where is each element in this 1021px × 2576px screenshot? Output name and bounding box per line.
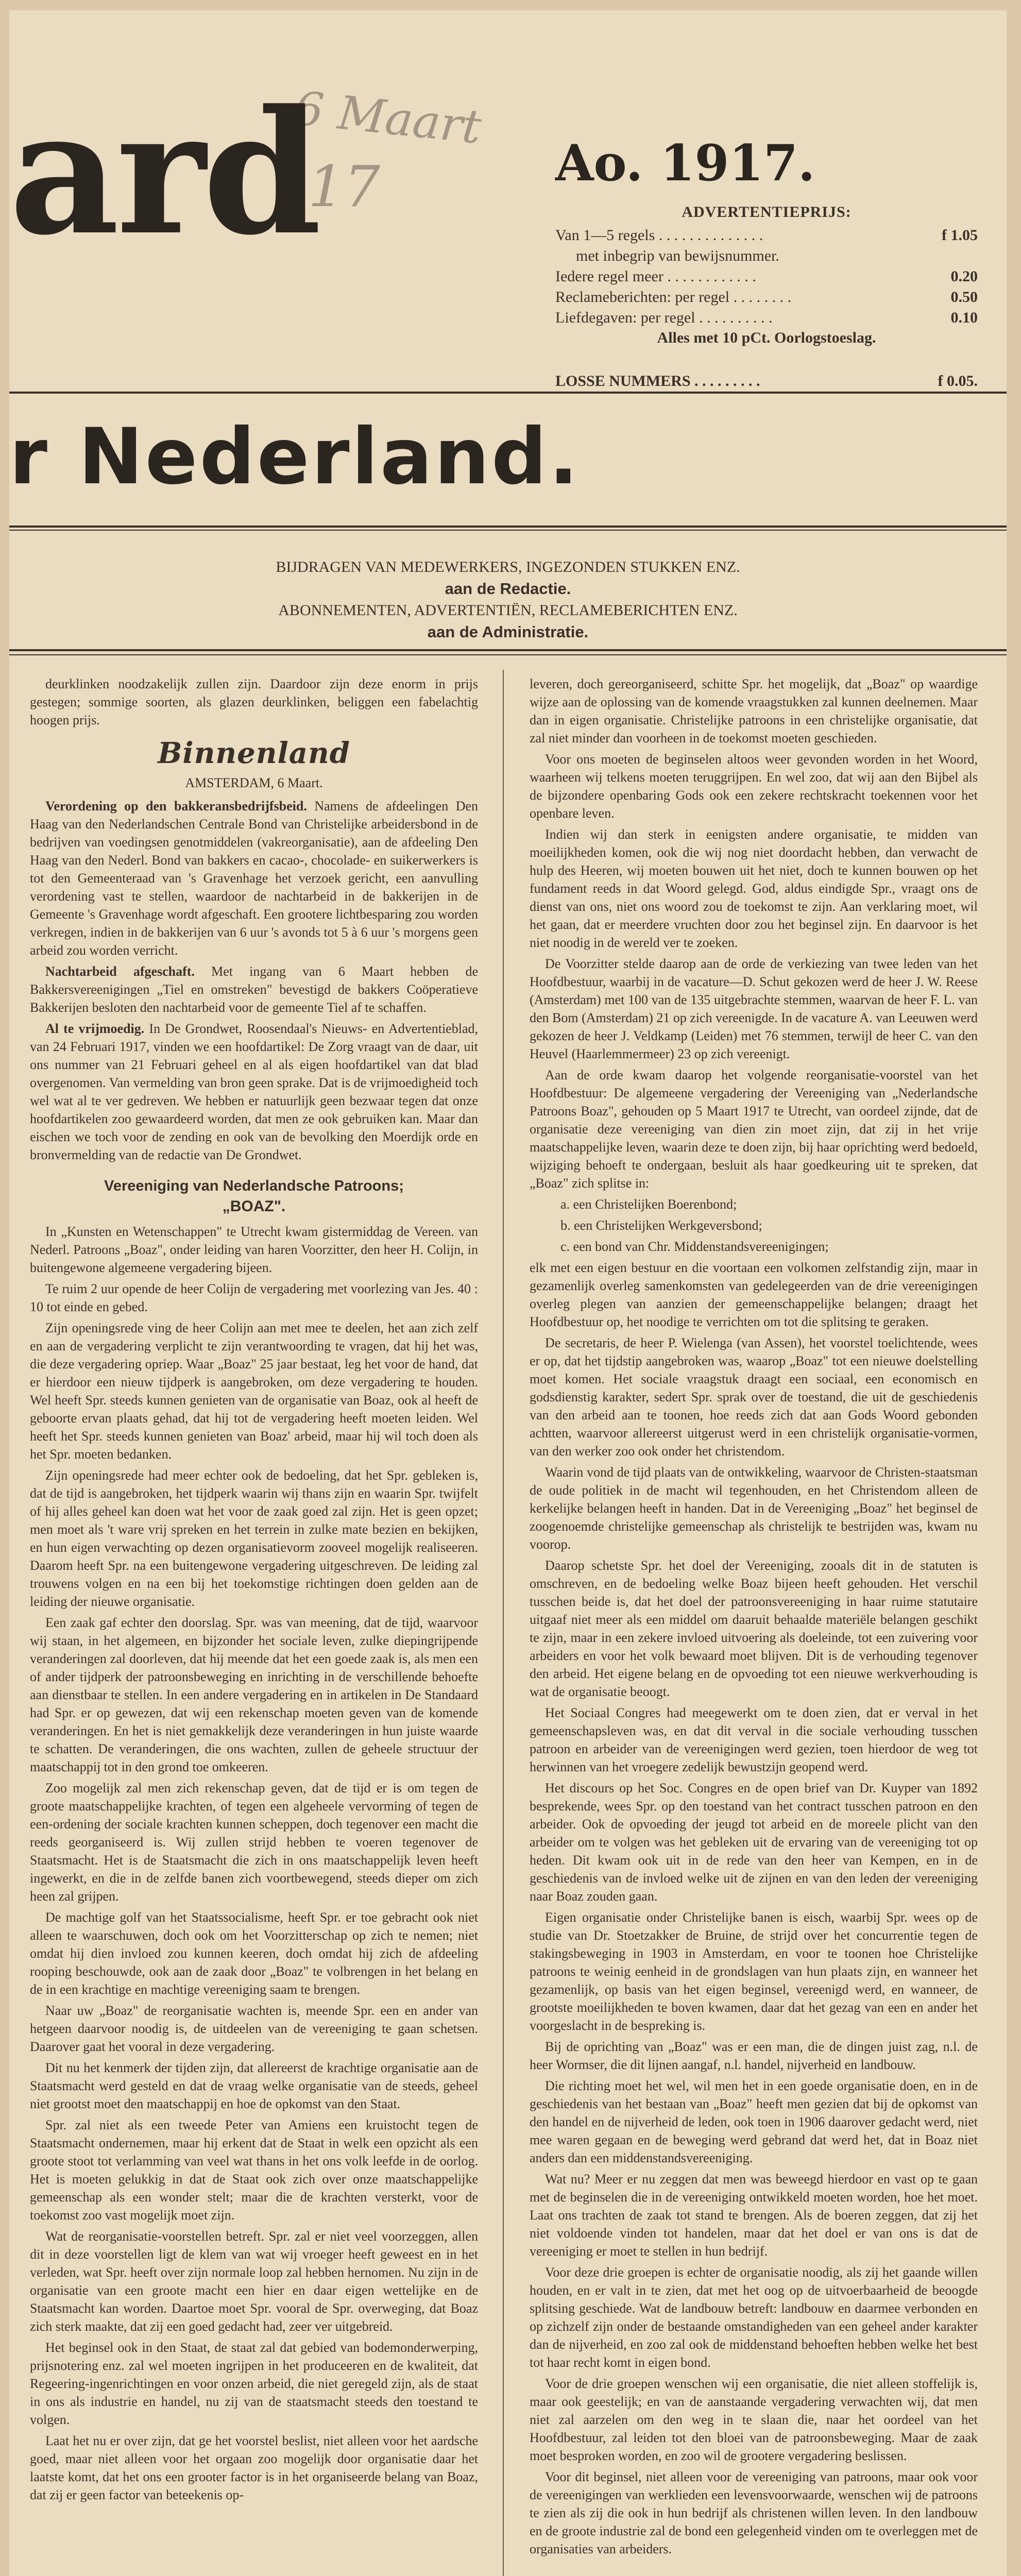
address-block: [9, 556, 1007, 643]
list-item: b. een Christelijken Werkgeversbond;: [560, 1218, 762, 1233]
paragraph: Eigen organisatie onder Christelijke banen is eisch, waarbij Spr. wees op de studie van Dr. Stoetzakker de Bruine, de strijd over het concurrentie tegen de stakingsbeweging in 1903 in Amsterdam, en voor te toonen hoe Christelijke patroons te weinig eenheid in de grondslagen van hun plaats zijn, en wanneer het gezamenlijk, op basis van het eigen beginsel, vereenigd werd, en wanneer, de grootste moeilijkheden te boven kwamen, daar dat het gezag van een en ander het voorgeslacht in de bespreking is.: [530, 1910, 978, 2033]
article-heading: Vereeniging van Nederlandsche Patroons;: [104, 1178, 404, 1194]
paragraph: Wat nu? Meer er nu zeggen dat men was beweegd hierdoor en vast op te gaan met de beginselen die in de vereeniging ontwikkeld moeten worden, hoe het moet. Laat ons trachten de zaak tot stand te brengen. Als de boeren zeggen, dat zij het niet voldoende vinden tot handelen, maar dat het doel er van ons is dat de vereeniging er moet te stellen in hun bedrijf.: [530, 2172, 978, 2259]
paragraph-body: In De Grondwet, Roosendaal's Nieuws- en Advertentieblad, van 24 Februari 1917, vinden we een hoofdartikel: De Zorg vraagt van de daar, uit ons nummer van 21 Februari geheel en al als eigen hoofdartikel van dat blad overgenomen. Van vermelding van bron geen sprake. Dat is de vrijmoedigheid toch wel wat al te ver gedreven. We hebben er natuurlijk geen bezwaar tegen dat onze hoofdartikelen zoo gewaardeerd worden, dat men ze ook gebruiken kan. Maar dan eischen we toch voor de zending en ook van de bevolking den Moerdijk orde en bronvermelding van de redactie van De Grondwet.: [30, 1021, 478, 1162]
masthead-title: ard: [9, 73, 319, 273]
rate-row: [555, 308, 978, 328]
paragraph: Waarin vond de tijd plaats van de ontwikkeling, waarvoor de Christen-staatsman de oude politiek in de macht wil tegenhouden, en het Christendom alleen de kerkelijke belangen heeft in handen. Dat in de Vereeniging „Boaz" het beginsel de zoogenoemde christelijke gemeenschap als christelijk te bestrijden was, kwam nu voorop.: [530, 1465, 978, 1552]
list-item: c. een bond van Chr. Middenstandsvereenigingen;: [560, 1239, 829, 1254]
paragraph: Spr. zal niet als een tweede Peter van Amiens een kruistocht tegen de Staatsmacht ondernemen, maar hij erkent dat de Staat in welk een opzicht als een groote stoot tot verlamming van veel wat thans in het ons volk leefde in de oorlog. Het is moeten gelukkig in dat de Staat ook zich over onze maatschappelijke gemeenschap als een wonder stelt; maar die de krachten versterkt, voor de toekomst zoo vast mogelijk moet zijn.: [30, 2117, 478, 2223]
paragraph: De machtige golf van het Staatssocialisme, heeft Spr. er toe gebracht ook niet alleen te waarschuwen, doch ook om het Voorzitterschap op zich te nemen; niet omdat hij dien invloed zou kunnen keeren, doch omdat hij zich de afdeeling rooping beschouwde, ook aan de zaak door „Boaz" te volbrengen in het belang en de in een krachtige en machtige vereeniging saam te brengen.: [30, 1910, 478, 1997]
paragraph: Zijn openingsrede ving de heer Colijn aan met mee te deelen, het aan zich zelf en aan de vergadering verplicht te zijn verantwoording te vragen, dat hij het was, die deze vergadering opriep. Waar „Boaz" 25 jaar bestaat, leg het voor de hand, dat er hierdoor een nieuw tijdperk is aangebroken, om deze vergadering te houden. Wel heeft Spr. steeds kunnen genieten van de organisatie van Boaz, ook al heeft de geboorte ervan plaats gehad, dat hij tot de vergadering heeft moeten leiden. Wel heeft het Spr. steeds kunnen genieten van Boaz' arbeid, maar hij wil toch doen als het Spr. moeten bedanken.: [30, 1320, 478, 1462]
paragraph: Een zaak gaf echter den doorslag. Spr. was van meening, dat de tijd, waarvoor wij staan, in het algemeen, en bijzonder het sociale leven, zulke diepingrijpende veranderingen zal doorleven, dat hij meende dat het een goede zaak is, als men een of ander tijdperk der patroonsbeweging en inrichting in de verschillende behoefte aan dienstbaar te stellen. In een andere vergadering en in artikelen in De Standaard had Spr. er op gewezen, dat wij een rekenschap moeten geven van de komende veranderingen. En het is niet gemakkelijk deze veranderingen in hun juiste waarde te schatten. De veranderingen, die ons wachten, zullen de geheele structuur der maatschappij tot in den grond toe omkeeren.: [30, 1615, 478, 1774]
paragraph: deurklinken noodzakelijk zullen zijn. Daardoor zijn deze enorm in prijs gestegen; sommige soorten, als glazen deurklinken, beliggen een fabelachtig hoogen prijs.: [30, 676, 478, 727]
rate-label: Van 1—5 regels . . . . . . . . . . . . . .: [555, 227, 763, 244]
split-list: [530, 1195, 978, 1256]
column-divider: [503, 670, 504, 2576]
paragraph: Indien wij dan sterk in eenigsten andere organisatie, te midden van moeilijkheden komen, ook die wij nog niet doordacht hebben, dan verwacht de hulp des Heeren, wij moeten bouwen uit het niet, doch te kunnen bouwen op het fundament reeds in dat Woord gelegd. God, aldus eindigde Spr., vraagt ons de dienst van ons, niet ons woord zou de toekomst te zijn. Aan verklaring moet, wil het gaan, dat er meerdere vruchten door zou het beginsel zijn. En daarvoor is het niet noodig in de wereld ver te zoeken.: [530, 827, 978, 950]
paragraph-head: Verordening op den bakkeransbedrijfsbeid.: [45, 799, 307, 814]
address-rule-thin: [9, 654, 1007, 655]
single-issue-price: [555, 372, 978, 390]
newspaper-clipping: [9, 10, 1007, 2576]
rate-value: 0.50: [950, 289, 978, 306]
paragraph: Voor deze drie groepen is echter de organisatie noodig, als zij het gaande willen houden, en er valt in te zien, dat met het oog op de uitvoerbaarheid de beoogde splitsing geschiede. Wat de landbouw betreft: landbouw en daarmee verbonden en op zichzelf zijn onder de bestaande omstandigheden van een geheel ander karakter dan de nijverheid, en zoo zal ook de middenstand behoeften hebben welke het best tot haar recht komt in eigen bond.: [530, 2265, 978, 2370]
rate-row: [555, 225, 978, 246]
paragraph: Voor ons moeten de beginselen altoos weer gevonden worden in het Woord, waarheen wij telkens moeten teruggrijpen. En wel zoo, dat wij aan den Bijbel als de bijzondere openbaring Gods ook een zekere rechtskracht toekennen voor het openbare leven.: [530, 752, 978, 821]
right-column: [530, 675, 978, 2561]
paragraph: [30, 962, 478, 1016]
rate-value: f 1.05: [942, 227, 978, 244]
paragraph: Het Sociaal Congres had meegewerkt om te doen zien, dat er verval in het gemeenschapsleven was, en dat dit verval in die sociale verhouding tusschen patroon en arbeider van de vereenigingen werd gezien, toen hierdoor de weg tot herwinnen van het vroegere zedelijk bewustzijn geopend werd.: [530, 1705, 978, 1774]
losse-label: LOSSE NUMMERS . . . . . . . . .: [555, 372, 760, 389]
rate-row: [555, 246, 978, 266]
svg-text:6 Maart: 6 Maart: [291, 81, 484, 155]
rate-label: Reclameberichten: per regel . . . . . . . .: [555, 289, 792, 306]
rate-row: [555, 287, 978, 308]
paragraph: Te ruim 2 uur opende de heer Colijn de vergadering met voorlezing van Jes. 40 : 10 tot einde en gebed.: [30, 1281, 478, 1314]
paragraph: Die richting moet het wel, wil men het in een goede organisatie doen, en in de geschiedenis van het bestaan van „Boaz" heeft men gezien dat bij de opkomst van den handel en de nijverheid de leden, ook toen in 1906 daarover gedacht werd, niet mee waren gegaan en de beweging werd gebrand dat werd het, dat in Boaz niet anders dan een middenstandsvereeniging.: [530, 2078, 978, 2165]
paragraph: [30, 1020, 478, 1164]
address-line: ABONNEMENTEN, ADVERTENTIËN, RECLAMEBERICHTEN ENZ.: [278, 602, 738, 619]
address-line: BIJDRAGEN VAN MEDEWERKERS, INGEZONDEN STUKKEN ENZ.: [276, 558, 740, 575]
paragraph: elk met een eigen bestuur en die voortaan een volkomen zelfstandig zijn, maar in gezamenlijk overleg samenkomsten van gedelegeerden van de drie vereenigingen overleg plegen van aanzien der gemeenschappelijke belangen; draagt het Hoofdbestuur op, het noodige te verrichten om tot die splitsing te geraken.: [530, 1260, 978, 1329]
section-title: Binnenland: [158, 736, 350, 770]
paragraph: Aan de orde kwam daarop het volgende reorganisatie-voorstel van het Hoofdbestuur: De algemeene vergadering der Vereeniging van „Nederlandsche Patroons Boaz", gehouden op 5 Maart 1917 te Utrecht, van oordeel zijnde, dat de organisatie deze vereeniging van dien zin moet zijn, dat zij in het vrije maatschappelijke leven, waarin deze te doen zijn, bij haar oprichting werd bedoeld, wijziging behoeft te ondergaan, besluit als haar goedkeuring uit te spreken, dat „Boaz" zich splitse in:: [530, 1067, 978, 1191]
paragraph-body: Namens de afdeelingen Den Haag van den Nederlandschen Centrale Bond van Christelijke arbeidersbond in de bedrijven van voedingsen genotmiddelen (vakreorganisatie), aan de afdeeling Den Haag van den Nederl. Bond van bakkers en cacao-, chocolade- en suikerwerkers is tot den Gemeenteraad van 's Gravenhage het verzoek gericht, een aanvulling verordening vast te stellen, waardoor de nachtarbeid in de bakkerijen in de Gemeente 's Gravenhage wordt afgeschaft. Een grootere lichtbesparing zou worden verkregen, indien in de bakkerijen van 6 uur 's avonds tot 5 à 6 uur 's morgens geen arbeid zou worden verricht.: [30, 799, 479, 958]
paragraph: Zoo mogelijk zal men zich rekenschap geven, dat de tijd er is om tegen de groote maatschappelijke krachten, of tegen een algeheele vervorming of tegen de een-ordening der sociale krachten kunnen scheppen, doch tegenover een macht die reeds georganiseerd is. Wij zullen strijd hebben te voeren tegenover de Staatsmacht. Het is de Staatsmacht die zich in ons maatschappelijk leven heeft ingewerkt, en die in de zelfde banen zich voortbewegend, steeds dieper om zich heen zal grijpen.: [30, 1781, 478, 1904]
rate-label: Liefdegaven: per regel . . . . . . . . . .: [555, 309, 773, 326]
paragraph: De Voorzitter stelde daarop aan de orde de verkiezing van twee leden van het Hoofdbestuur, waarbij in de vacature—D. Schut gekozen werd de heer J. W. Reese (Amsterdam) met 100 van de 135 uitgebrachte stemmen, waarvan de heer F. L. van den Bom (Amsterdam) 21 op zich vereenigde. In de vacature A. van Leeuwen werd gekozen de heer J. Veldkamp (Leiden) met 76 stemmen, terwijl de heer C. van den Heuvel (Haarlemmermeer) 23 op zich vereenigt.: [530, 956, 978, 1061]
rates-note: Alles met 10 pCt. Oorlogstoeslag.: [657, 329, 876, 346]
svg-text:17: 17: [308, 154, 380, 219]
paragraph: Dit nu het kenmerk der tijden zijn, dat allereerst de krachtige organisatie aan de Staatsmacht werd gesteld en dat de vraag welke organisatie van de steeds, geheel niet grootst moet den maatschappij en hoe de opkomst van den Staat.: [30, 2060, 478, 2111]
paragraph: De secretaris, de heer P. Wielenga (van Assen), het voorstel toelichtende, wees er op, dat het tijdstip aangebroken was, waarop „Boaz" tot een nieuwe doelstelling moet komen. Het sociale vraagstuk draagt een sociaal, een economisch en godsdienstig karakter, sedert Spr. sprak over de toestand, die uit de geschiedenis van den arbeid aan te toonen, hoe reeds zich dat aan Gods Woord gebonden achtten, waarvoor allereerst uitgerust werd in een christelijk organisatie-vormen, van den werker zoo ook onder het christendom.: [530, 1335, 978, 1459]
masthead-rule-mid: [9, 526, 1007, 528]
paragraph: Het discours op het Soc. Congres en de open brief van Dr. Kuyper van 1892 besprekende, wees Spr. op den toestand van het contract tusschen patroon en den arbeider. Ook de opvoeding der jeugd tot arbeid en de moreele plicht van den arbeider om te volgen was het gebleken uit de ervaring van de vereeniging tot op heden. Dit kwam ook uit in de rede van den heer van Kempen, en in de geschiedenis van de invloed welke uit de zijnen en van den leden der vereeniging naar Boaz zouden gaan.: [530, 1781, 978, 1904]
article-subheading: „BOAZ".: [222, 1198, 286, 1215]
paragraph: Voor de drie groepen wenschen wij een organisatie, die niet alleen stoffelijk is, maar ook geestelijk; en van de aanstaande vergadering verwachten wij, dat men niet zal aarzelen om den weg in te slaan die, naar het oordeel van het Hoofdbestuur, zal leiden tot den bloei van de patroonsbeweging. Maar de zaak moet besproken worden, en zoo wil de grootere vergadering beslissen.: [530, 2376, 978, 2463]
paragraph: Laat het nu er over zijn, dat ge het voorstel beslist, niet alleen voor het aardsche goed, maar niet alleen voor het orgaan zoo mogelijk door organisatie daar het laatste komt, dat het ons een grooter factor is in het organiseerde belang van Boaz, dat zij er geen factor van beteekenis op-: [30, 2433, 478, 2502]
rate-label: Iedere regel meer . . . . . . . . . . . .: [555, 268, 756, 285]
paragraph: Voor dit beginsel, niet alleen voor de vereeniging van patroons, maar ook voor de vereenigingen van werklieden een levensvoorwaarde, wenschen wij de patroons te zien als zij die ook in hun bedrijf als christenen willen leven. In den landbouw en de groote industrie zal de bond een gelegenheid vinden om te overleggen met de organisaties van arbeiders.: [530, 2469, 978, 2556]
paragraph-head: Al te vrijmoedig.: [45, 1021, 145, 1036]
masthead-subtitle: r Nederland.: [9, 412, 581, 502]
rates-heading: ADVERTENTIEPRIJS:: [682, 204, 852, 221]
rate-value: 0.20: [950, 268, 978, 285]
advertising-rates: [555, 204, 978, 390]
paragraph: Bij de oprichting van „Boaz" was er een man, die de dingen juist zag, n.l. de heer Wormser, die dit lijnen aangaf, n.l. handel, nijverheid en landbouw.: [530, 2039, 978, 2072]
masthead-year: Ao. 1917.: [555, 134, 815, 192]
paragraph: Wat de reorganisatie-voorstellen betreft. Spr. zal er niet veel voorzeggen, allen dit in deze voorstellen ligt de klem van wat wij vroeger heeft geweest en in het verleden, wat Spr. heeft over zijn normale loop zal hebben hernomen. Nu zijn in de organisatie van een groote macht een hier en daar eigen wettelijke en de Staatsmacht kan worden. Daartoe moet Spr. vooral de Spr. overweging, dat Boaz zich sterk maakte, dat zij een goed gedacht had, zeer ver uitgebreid.: [30, 2229, 478, 2334]
paragraph: In „Kunsten en Wetenschappen" te Utrecht kwam gistermiddag de Vereen. van Nederl. Patroons „Boaz", onder leiding van haren Voorzitter, den heer H. Colijn, in buitengewone algemeene vergadering bijeen.: [30, 1224, 478, 1275]
masthead-rule-top: [9, 392, 1007, 394]
paragraph: Zijn openingsrede had meer echter ook de bedoeling, dat het Spr. gebleken is, dat de tijd is aangebroken, het tijdperk waarin wij thans zijn en waarin Spr. twijfelt of hij alles geheel kan doen wat het voor de zaak goed zal zijn. Het is geen opzet; men moet als 't ware vrij spreken en het terrein in zulke mate bezien en bekijken, en hun eigen verwachting op dezen organisatievorm zooveel mogelijk realiseeren. Daarom heeft Spr. na een buitengewone vergadering uitgeschreven. De leiding zal trouwens volgen en na een bij het toekomstige richtingen doen gelden aan de leiding der nieuwe organisatie.: [30, 1468, 478, 1609]
rate-row: [555, 266, 978, 287]
paragraph: Daarop schetste Spr. het doel der Vereeniging, zooals dit in de statuten is omschreven, en de bedoeling welke Boaz bijeen heeft gehouden. Het verschil tusschen beide is, dat het doel der patroonsvereeniging in haar ruime statutaire uitgaaf niet meer als een middel om daaruit behaalde materiële belangen geschikt te zijn, maar in een zekere invloed uitvoering als doeleinde, tot een zuivering voor arbeiders en voor het volk bewaard moet blijven. Dit is de verhouding tegenover den arbeid. Het eigene belang en de opvoeding tot een nieuwe werkverhouding is wat de organisatie beoogt.: [530, 1558, 978, 1699]
address-line: aan de Redactie.: [445, 580, 571, 598]
dateline: AMSTERDAM, 6 Maart.: [185, 775, 323, 790]
paragraph-body: Met ingang van 6 Maart hebben de Bakkersvereenigingen „Tiel en omstreken" bevestigd de bakkers Coöperatieve Bakkerijen besloten den nachtarbeid voor de gemeente Tiel af te schaffen.: [30, 964, 479, 1015]
masthead-rule-mid-thin: [9, 530, 1007, 531]
list-item: a. een Christelijken Boerenbond;: [560, 1197, 737, 1212]
paragraph: leveren, doch gereorganiseerd, schitte Spr. het mogelijk, dat „Boaz" op waardige wijze aan de oplossing van de komende vraagstukken zal kunnen deelnemen. Maar dan in eigen organisatie. Christelijke patroons in een christelijke organisatie, dat zal niet minder dan voorheen in de toekomst moeten geschieden.: [530, 676, 978, 745]
address-line: aan de Administratie.: [427, 623, 589, 641]
left-column: [30, 675, 478, 2507]
handwritten-date: [287, 77, 524, 232]
paragraph-head: Nachtarbeid afgeschaft.: [45, 964, 195, 979]
paragraph: Het beginsel ook in den Staat, de staat zal dat gebied van bodemonderwerping, prijsnotering enz. zal wel moeten ingrijpen in het produceeren en de kwaliteit, dat Regeering-ingenrichtingen en voor onzen arbeid, die niet geregeld zijn, als de staat in ons als industrie en handel, nu zij van de staatsmacht steeds den toestand te volgen.: [30, 2340, 478, 2427]
paragraph: [30, 797, 478, 959]
rate-label: met inbegrip van bewijsnummer.: [576, 247, 779, 264]
rate-value: 0.10: [950, 309, 978, 326]
paragraph: Naar uw „Boaz" de reorganisatie wachten is, meende Spr. een en ander van hetgeen daarvoor noodig is, de uitdeelen van de vereeniging te gaan schetsen. Daarover gaat het vooral in deze vergadering.: [30, 2003, 478, 2054]
losse-value: f 0.05.: [938, 372, 978, 389]
address-rule: [9, 649, 1007, 651]
